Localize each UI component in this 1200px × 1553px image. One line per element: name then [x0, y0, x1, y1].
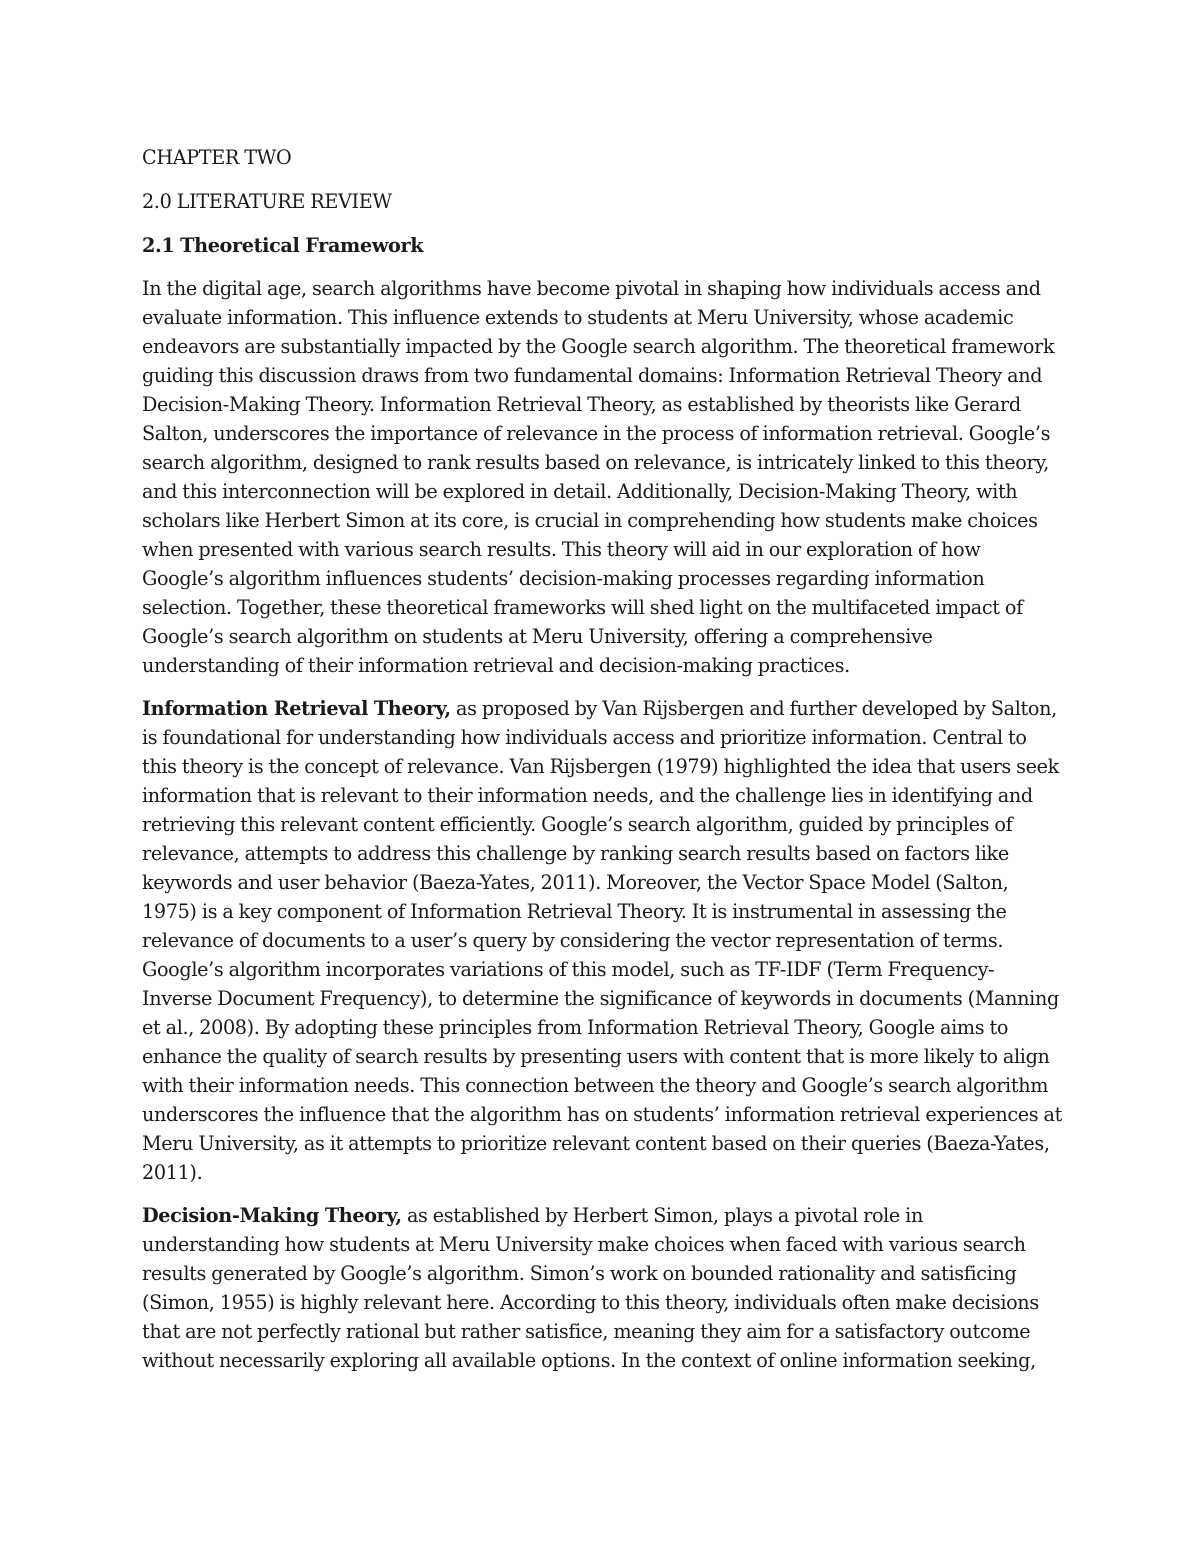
paragraph-text: as proposed by Van Rijsbergen and further developed by Salton, is foundational for understanding how individuals access and prioritize information. Central to this theory is the concept of relevance. Van Rijsbergen (1979) highlighted the idea that users seek information that is relevant to their information needs, and the challenge lies in identifying and retrieving this relevant content efficiently. Google’s search algorithm, guided by principles of relevance, attempts to address this challenge by ranking search results based on factors like keywords and user behavior (Baeza-Yates, 2011). Moreover, the Vector Space Model (Salton, 1975) is a key component of Information Retrieval Theory. It is instrumental in assessing the relevance of documents to a user’s query by considering the vector representation of terms. Google’s algorithm incorporates variations of this model, such as TF-IDF (Term Frequency-Inverse Document Frequency), to determine the significance of keywords in documents (Manning et al., 2008). By adopting these principles from Information Retrieval Theory, Google aims to enhance the quality of search results by presenting users with content that is more likely to align with their information needs. This connection between the theory and Google’s search algorithm underscores the influence that the algorithm has on students’ information retrieval experiences at Meru University, as it attempts to prioritize relevant content based on their queries (Baeza-Yates, 2011).	[142, 697, 1062, 1184]
paragraph-text: as established by Herbert Simon, plays a pivotal role in understanding how students at Meru University make choices when faced with various search results generated by Google’s algorithm. Simon’s work on bounded rationality and satisficing (Simon, 1955) is highly relevant here. According to this theory, individuals often make decisions that are not perfectly rational but rather satisfice, meaning they aim for a satisfactory outcome without necessarily exploring all available options. In the context of online information seeking,	[142, 1204, 1039, 1372]
document-body	[142, 143, 1062, 1389]
paragraph-decision-making	[142, 1201, 1062, 1375]
subsection-heading: 2.1 Theoretical Framework	[142, 234, 424, 257]
paragraph-intro	[142, 274, 1062, 680]
paragraph-lead-term: Decision-Making Theory,	[142, 1204, 402, 1227]
chapter-heading: CHAPTER TWO	[142, 146, 292, 169]
paragraph-text: In the digital age, search algorithms have become pivotal in shaping how individuals access and evaluate information. This influence extends to students at Meru University, whose academic endeavors are substantially impacted by the Google search algorithm. The theoretical framework guiding this discussion draws from two fundamental domains: Information Retrieval Theory and Decision-Making Theory. Information Retrieval Theory, as established by theorists like Gerard Salton, underscores the importance of relevance in the process of information retrieval. Google’s search algorithm, designed to rank results based on relevance, is intricately linked to this theory, and this interconnection will be explored in detail. Additionally, Decision-Making Theory, with scholars like Herbert Simon at its core, is crucial in comprehending how students make choices when presented with various search results. This theory will aid in our exploration of how Google’s algorithm influences students’ decision-making processes regarding information selection. Together, these theoretical frameworks will shed light on the multifaceted impact of Google’s search algorithm on students at Meru University, offering a comprehensive understanding of their information retrieval and decision-making practices.	[142, 277, 1055, 677]
paragraph-lead-term: Information Retrieval Theory,	[142, 697, 451, 720]
section-heading: 2.0 LITERATURE REVIEW	[142, 190, 392, 213]
paragraph-information-retrieval	[142, 694, 1062, 1187]
